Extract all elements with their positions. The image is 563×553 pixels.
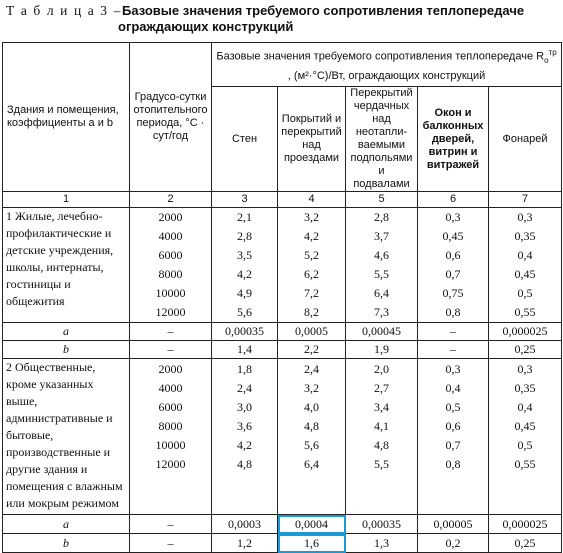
cell: 3,6	[237, 419, 252, 433]
cell: 8000	[158, 267, 183, 281]
cell: 6000	[158, 248, 183, 262]
highlighted-cell: 0,0004	[278, 515, 346, 534]
group2-values-row	[3, 359, 562, 515]
cell: 0,5	[445, 400, 461, 414]
group1-values-row	[3, 208, 562, 323]
cell: 2,7	[374, 381, 389, 395]
cell: 8000	[158, 419, 183, 433]
cell: 0,00045	[346, 323, 418, 341]
cell: 2,4	[237, 381, 252, 395]
coef-a-label: a	[3, 515, 130, 534]
cell: 0,8	[445, 305, 461, 319]
cell: 3,5	[237, 248, 252, 262]
cell: 6,4	[374, 286, 389, 300]
header-skylights: Фонарей	[489, 87, 562, 192]
cell: 0,0003	[212, 515, 278, 534]
header-group-sup: тр	[548, 47, 557, 57]
cell: 0,6	[445, 419, 461, 433]
cell: –	[130, 534, 212, 553]
cell: 2,1	[237, 210, 252, 224]
col-num: 5	[346, 192, 418, 208]
col-num: 1	[3, 192, 130, 208]
cell: –	[130, 515, 212, 534]
cell: 8,2	[304, 305, 319, 319]
cell: 4000	[158, 381, 183, 395]
group2-col2	[130, 359, 212, 515]
group2-label: 2 Общественные, кроме указанных выше, административные и бытовые, производственные и другие здания и помещения с влажным или мокрым режимом	[3, 359, 130, 515]
cell: 4000	[158, 229, 183, 243]
cell: 3,4	[374, 400, 389, 414]
cell: 1,8	[237, 362, 252, 376]
group2-col4	[278, 359, 346, 515]
group2-col3	[212, 359, 278, 515]
cell: 6,4	[304, 457, 319, 471]
cell: 6000	[158, 400, 183, 414]
cell: 0,25	[489, 341, 562, 359]
cell: 0,55	[514, 305, 536, 319]
group1-col5	[346, 208, 418, 323]
highlighted-cell: 1,6	[278, 534, 346, 553]
cell: 0,35	[514, 229, 536, 243]
cell: 0,5	[517, 438, 533, 452]
cell: 5,5	[374, 457, 389, 471]
cell: 4,6	[374, 248, 389, 262]
cell: 5,5	[374, 267, 389, 281]
cell: 0,45	[514, 267, 536, 281]
group1-col7	[489, 208, 562, 323]
cell: 2,2	[278, 341, 346, 359]
header-walls: Стен	[212, 87, 278, 192]
cell: 0,3	[517, 210, 533, 224]
cell: 1,9	[346, 341, 418, 359]
cell: 5,2	[304, 248, 319, 262]
cell: 0,3	[445, 210, 461, 224]
cell: 3,2	[304, 381, 319, 395]
cell: 4,2	[237, 267, 252, 281]
resistance-table	[2, 42, 562, 553]
cell: 4,0	[304, 400, 319, 414]
header-group	[212, 43, 562, 87]
cell: 10000	[155, 286, 186, 300]
cell: 0,000025	[489, 323, 562, 341]
cell: 0,00035	[212, 323, 278, 341]
cell: 0,4	[445, 381, 461, 395]
cell: 0,7	[445, 267, 461, 281]
cell: 4,2	[237, 438, 252, 452]
cell: 4,1	[374, 419, 389, 433]
col-num: 2	[130, 192, 212, 208]
header-buildings: Здания и помещения, коэффициенты a и b	[3, 43, 130, 192]
cell: 0,7	[445, 438, 461, 452]
cell: –	[130, 341, 212, 359]
header-roofs: Покрытий и перекрытий над проездами	[278, 87, 346, 192]
cell: 3,0	[237, 400, 252, 414]
cell: 0,8	[445, 457, 461, 471]
cell: 0,35	[514, 381, 536, 395]
cell: 7,3	[374, 305, 389, 319]
cell: 7,2	[304, 286, 319, 300]
header-group-sub: о	[544, 55, 549, 65]
cell: 0,00035	[346, 515, 418, 534]
group1-a-row	[3, 323, 562, 341]
group1-label: 1 Жилые, лечебно-профилактические и детские учреждения, школы, интернаты, гостиницы и общежития	[3, 208, 130, 323]
group2-col5	[346, 359, 418, 515]
cell: 0,4	[517, 248, 533, 262]
cell: 4,8	[374, 438, 389, 452]
cell: 0,6	[445, 248, 461, 262]
group2-col6	[418, 359, 489, 515]
cell: 2,8	[237, 229, 252, 243]
header-group-line1: Базовые значения требуемого сопротивления теплопередаче R	[216, 50, 545, 63]
cell: 1,2	[212, 534, 278, 553]
cell: 12000	[155, 305, 186, 319]
cell: 0,3	[445, 362, 461, 376]
caption-line2: ограждающих конструкций	[118, 19, 294, 34]
coef-b-label: b	[3, 534, 130, 553]
col-num: 6	[418, 192, 489, 208]
group1-col4	[278, 208, 346, 323]
caption-line1: Базовые значения требуемого сопротивления теплопередаче	[122, 3, 525, 18]
cell: 0,2	[418, 534, 489, 553]
group2-a-row	[3, 515, 562, 534]
coef-b-label: b	[3, 341, 130, 359]
cell: 4,2	[304, 229, 319, 243]
cell: 0,25	[489, 534, 562, 553]
group2-col7	[489, 359, 562, 515]
header-windows: Окон и балконных дверей, витрин и витражей	[418, 87, 489, 192]
group2-b-row	[3, 534, 562, 553]
cell: –	[418, 341, 489, 359]
cell: 5,6	[237, 305, 252, 319]
cell: 0,00005	[418, 515, 489, 534]
cell: 0,45	[514, 419, 536, 433]
cell: 0,4	[517, 400, 533, 414]
cell: 1,4	[212, 341, 278, 359]
cell: 0,3	[517, 362, 533, 376]
group1-col3	[212, 208, 278, 323]
cell: 2,0	[374, 362, 389, 376]
cell: 4,9	[237, 286, 252, 300]
cell: 3,2	[304, 210, 319, 224]
group1-col6	[418, 208, 489, 323]
cell: 0,75	[442, 286, 464, 300]
table-caption	[6, 3, 558, 35]
cell: 4,8	[304, 419, 319, 433]
cell: 3,7	[374, 229, 389, 243]
cell: 6,2	[304, 267, 319, 281]
col-num: 7	[489, 192, 562, 208]
group1-col2	[130, 208, 212, 323]
header-degree-days: Градусо-сутки отопительного периода, °С · сут/год	[130, 43, 212, 192]
cell: 2,8	[374, 210, 389, 224]
column-numbers-row	[3, 192, 562, 208]
cell: 0,45	[442, 229, 464, 243]
cell: –	[418, 323, 489, 341]
cell: 10000	[155, 438, 186, 452]
cell: 2000	[158, 210, 183, 224]
cell: 0,0005	[278, 323, 346, 341]
group1-b-row	[3, 341, 562, 359]
cell: 2000	[158, 362, 183, 376]
col-num: 4	[278, 192, 346, 208]
cell: 0,55	[514, 457, 536, 471]
cell: 4,8	[237, 457, 252, 471]
cell: 12000	[155, 457, 186, 471]
cell: 0,000025	[489, 515, 562, 534]
cell: 1,3	[346, 534, 418, 553]
caption-prefix: Т а б л и ц а 3 –	[6, 3, 122, 18]
coef-a-label: a	[3, 323, 130, 341]
header-attic: Перекрытий чердачных над неотапли-ваемыми подпольями и подвалами	[346, 87, 418, 192]
cell: 0,5	[517, 286, 533, 300]
cell: 5,6	[304, 438, 319, 452]
header-group-line2: , (м²·°С)/Вт, ограждающих конструкций	[287, 70, 486, 83]
cell: 2,4	[304, 362, 319, 376]
cell: –	[130, 323, 212, 341]
col-num: 3	[212, 192, 278, 208]
